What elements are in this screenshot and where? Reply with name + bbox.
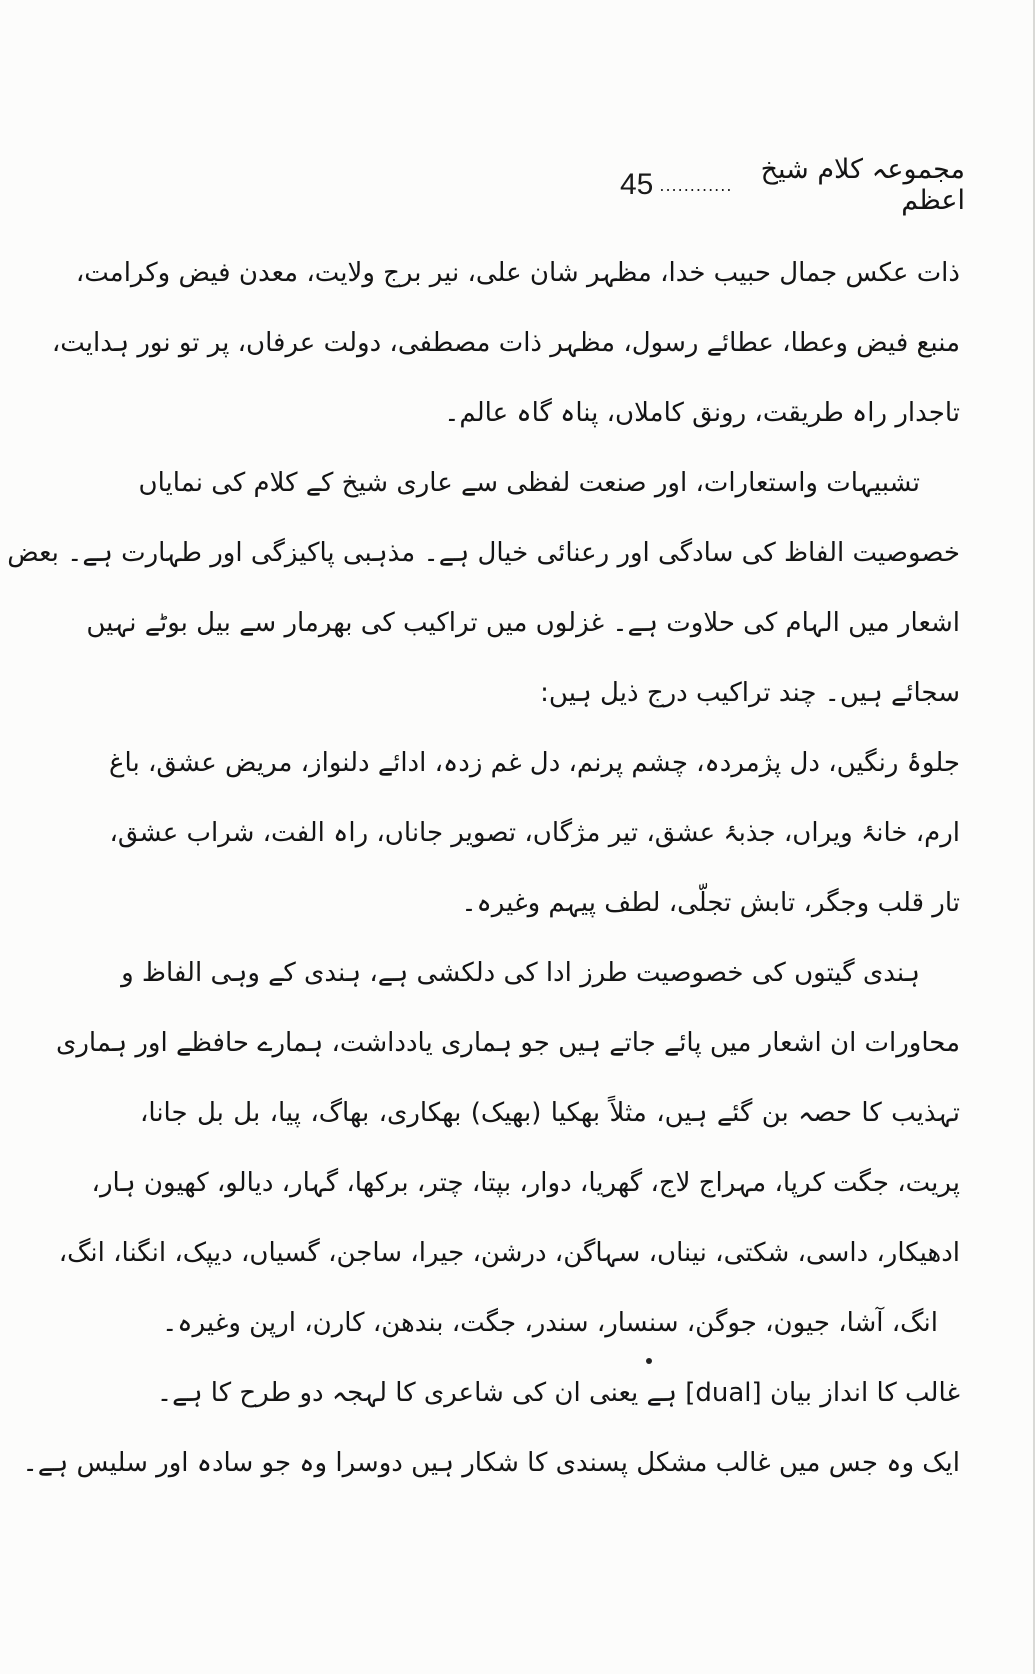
page-number: 45: [620, 168, 654, 201]
text-line: تاجدار راہ طریقت، رونق کاملاں، پناہ گاہ عالم۔: [444, 398, 960, 428]
text-line: تہذیب کا حصہ بن گئے ہیں، مثلاً بھکیا (بھیک) بھکاری، بھاگ، پیا، بل بل جانا،: [140, 1098, 960, 1128]
text-line: منبع فیض وعطا، عطائے رسول، مظہر ذات مصطفی، دولت عرفاں، پر تو نور ہدایت،: [51, 328, 960, 358]
text-line: ایک وہ جس میں غالب مشکل پسندی کا شکار ہیں دوسرا وہ جو سادہ اور سلیس ہے۔: [22, 1448, 960, 1478]
page-text: [7, 238, 960, 1498]
page-header: [620, 154, 965, 216]
text-line: محاورات ان اشعار میں پائے جاتے ہیں جو ہماری یادداشت، ہمارے حافظے اور ہماری: [56, 1028, 960, 1058]
text-line: اشعار میں الہام کی حلاوت ہے۔ غزلوں میں تراکیب کی بھرمار سے بیل بوٹے نہیں: [86, 608, 960, 638]
text-line: خصوصیت الفاظ کی سادگی اور رعنائی خیال ہے۔ مذہبی پاکیزگی اور طہارت ہے۔ بعض: [7, 538, 960, 568]
book-title: مجموعہ کلام شیخ اعظم: [760, 154, 965, 216]
text-line: ادھیکار، داسی، شکتی، نیناں، سہاگن، درشن، جیرا، ساجن، گسیاں، دیپک، انگنا، انگ،: [58, 1238, 960, 1268]
text-line: پریت، جگت کرپا، مہراج لاج، گھریا، دوار، بپتا، چتر، برکھا، گہار، دیالو، کھیون ہار،: [91, 1168, 960, 1198]
text-line: غالب کا انداز بیان [dual] ہے یعنی ان کی شاعری کا لہجہ دو طرح کا ہے۔: [156, 1378, 960, 1408]
text-line: تشبیہات واستعارات، اور صنعت لفظی سے عاری شیخ کے کلام کی نمایاں: [138, 468, 920, 498]
leader-dots: ............: [659, 175, 733, 195]
text-line: سجائے ہیں۔ چند تراکیب درج ذیل ہیں:: [540, 678, 960, 708]
text-line: ذات عکس جمال حبیب خدا، مظہر شان علی، نیر برج ولایت، معدن فیض وکرامت،: [75, 258, 960, 288]
text-line: تار قلب وجگر، تابش تجلّی، لطف پیہم وغیرہ۔: [461, 888, 960, 918]
text-line: ارم، خانۂ ویراں، جذبۂ عشق، تیر مژگاں، تصویر جاناں، راہ الفت، شراب عشق،: [109, 818, 960, 848]
ink-dot: [646, 1358, 652, 1364]
text-line: انگ، آشا، جیون، جوگن، سنسار، سندر، جگت، بندھن، کارن، ارپن وغیرہ۔: [162, 1308, 938, 1338]
text-line: جلوۂ رنگیں، دل پژمردہ، چشم پرنم، دل غم زدہ، ادائے دلنواز، مریض عشق، باغ: [109, 748, 960, 778]
text-line: ہندی گیتوں کی خصوصیت طرز ادا کی دلکشی ہے، ہندی کے وہی الفاظ و: [121, 958, 920, 988]
